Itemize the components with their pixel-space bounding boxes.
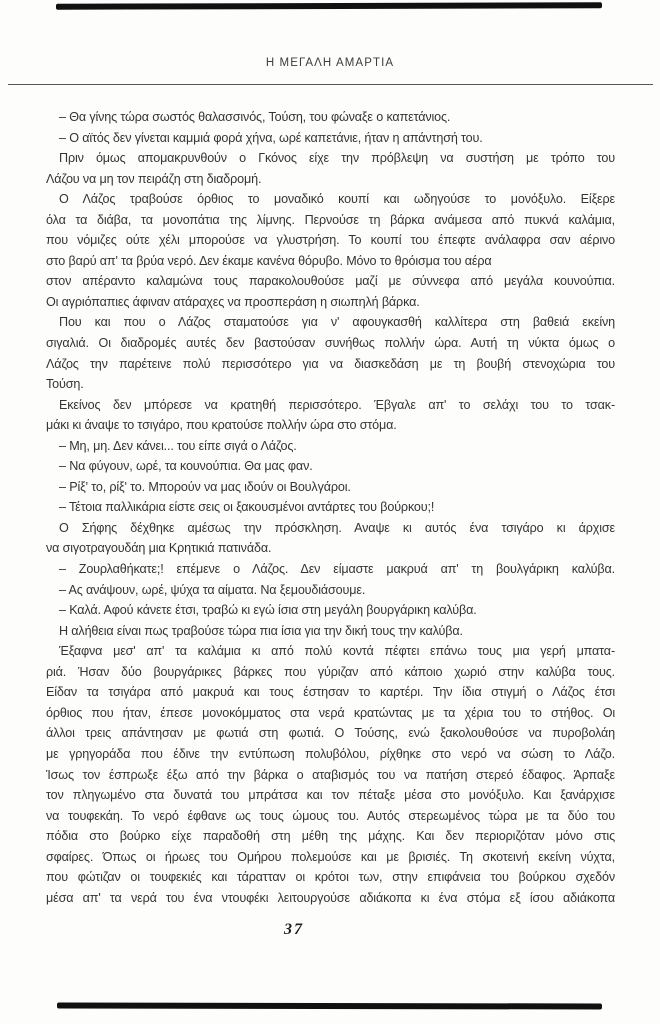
text-line: – Μη, μη. Δεν κάνει... του είπε σιγά ο Λάζος. bbox=[59, 438, 297, 453]
text-line: στον απέραντο καλαμώνα τους παρακολουθούσε μαζί με σύννεφα από μεγάλα κουνούπια. bbox=[46, 274, 615, 289]
text-line: Έξαφνα μεσ' απ' τα καλάμια κι από πολύ κοντά πέφτει επάνω τους μια γερή μπατα- bbox=[59, 644, 615, 659]
text-line: τον πληγωμένο στα δυνατά του μπράτσα και τον πέταξε μέσα στο μονόξυλο. Και ξανάρχισε bbox=[46, 788, 615, 803]
text-line: – Ζουρλαθήκατε;! επέμενε ο Λάζος. Δεν είμαστε μακρυά απ' τη βουλγάρικη καλύβα. bbox=[59, 562, 615, 577]
text-line: – Τέτοια παλλικάρια είστε σεις οι ξακουσμένοι αντάρτες του βούρκου;! bbox=[59, 500, 435, 515]
page-number: 37 bbox=[284, 921, 304, 938]
text-line: που φώτιζαν οι τουφεκιές και τάρατταν οι κρότοι των, στην επιφάνεια του βούρκου σχεδόν bbox=[46, 870, 615, 885]
text-line: Ο Λάζος τραβούσε όρθιος το μοναδικό κουπί και ωδηγούσε το μονόξυλο. Είξερε bbox=[59, 192, 615, 207]
text-line: στο βαρύ απ' τα βρύα νερό. Δεν έκαμε κανένα θόρυβο. Μόνο το θρόισμα του αέρα bbox=[46, 253, 492, 268]
text-line: Είδαν τα τσιγάρα από μακρυά και τους έστησαν το καρτέρι. Την ίδια στιγμή ο Λάζος έτσι bbox=[46, 685, 615, 700]
text-line: Πριν όμως απομακρυνθούν ο Γκόνος είχε την πρόβλεψη να συστήση με τρόπο του bbox=[59, 151, 615, 166]
text-line: – Θα γίνης τώρα σωστός θαλασσινός, Τούση, του φώναξε ο καπετάνιος. bbox=[59, 110, 451, 124]
text-line: σιγαλιά. Οι διαδρομές αυτές δεν βαστούσαν συνήθως πολλήν ώρα. Αυτή τη νύκτα όμως ο bbox=[46, 336, 615, 351]
text-line: άλλοι τρεις απάντησαν με φωτιά στη φωτιά. Ο Τούσης, ενώ ξακολουθούσε να πυροβολάη bbox=[46, 726, 615, 741]
text-line: να τουφεκάη. Το νερό έφθανε ως τους ώμους του. Αυτός στερεωμένος τώρα με τα δύο του bbox=[46, 808, 615, 823]
text-line: Ίσως τον έσπρωξε έξω από την βάρκα ο αταβισμός του να πατήση στερεό έδαφος. Άρπαξε bbox=[46, 767, 615, 782]
text-line: όλα τα διάβα, τα μονοπάτια της λίμνης. Περνούσε τη βάρκα ανάμεσα από πυκνά καλάμια, bbox=[46, 212, 615, 227]
text-line: μέσα απ' τα νερά του ένα ντουφέκι λειτουργούσε αδιάκοπα κι ένα στόμα εξ ίσου αδιάκοπα bbox=[46, 890, 615, 905]
text-line: Οι αγριόπαπιες άφιναν ατάραχες να προσπεράση η σιωπηλή βάρκα. bbox=[46, 294, 420, 309]
page-header-title: Η ΜΕΓΑΛΗ ΑΜΑΡΤΙΑ bbox=[265, 57, 395, 69]
text-line: με γρηγοράδα που έδινε την εντύπωση πολυβόλου, ρίχθηκε στο νερό να σώση το Λάζο. bbox=[46, 746, 615, 761]
text-line: που νόμιζες ούτε χέλι μπορούσε να γλυστρήση. Το κουπί του έπεφτε ανάλαφρα σαν αέρινο bbox=[46, 233, 615, 248]
text-line: – Ρίξ' το, ρίξ' το. Μπορούν να μας ιδούν οι Βουλγάροι. bbox=[59, 479, 351, 494]
text-line: Τούση. bbox=[46, 377, 84, 392]
text-line: σφαίρες. Όπως οι ήρωες του Ομήρου πολεμούσε και με βρισιές. Τη σκοτεινή εκείνη νύχτα, bbox=[46, 849, 615, 864]
text-line: Λάζου να μη τον πειράζη στη διαδρομή. bbox=[46, 171, 262, 186]
text-line: – Καλά. Αφού κάνετε έτσι, τραβώ κι εγώ ίσια στη μεγάλη βουργάρικη καλύβα. bbox=[59, 603, 477, 618]
text-line: να σιγοτραγουδάη μια Κρητικιά πατινάδα. bbox=[46, 541, 272, 556]
text-line: Η αλήθεια είναι πως τραβούσε τώρα πια ίσια για την δική τους την καλύβα. bbox=[59, 623, 463, 638]
text-line: πόδια στο βούρκο είχε παραδοθή στη μέθη της μάχης. Και δεν περιοριζόταν μόνο στις bbox=[46, 829, 615, 844]
text-line: όρθιος που ήταν, έπεσε μονοκόμματος στα νερά κρατώντας με τα χέρια του το στήθος. Οι bbox=[46, 705, 615, 720]
scan-edge-bar-bottom bbox=[57, 1003, 602, 1010]
text-line: ριά. Ήσαν δύο βουργάρικες βάρκες που γύριζαν από κάποιο χωριό στην καλύβα τους. bbox=[46, 664, 615, 679]
text-line: Που και που ο Λάζος σταματούσε για ν' αφουγκασθή καλλίτερα στη βαθειά εκείνη bbox=[59, 315, 615, 330]
text-line: – Να φύγουν, ωρέ, τα κουνούπια. Θα μας φαν. bbox=[59, 459, 313, 474]
text-line: Ο Σήφης δέχθηκε αμέσως την πρόσκληση. Αναψε κι αυτός ένα τσιγάρο κι άρχισε bbox=[59, 520, 615, 535]
text-line: – Ας ανάψουν, ωρέ, ψύχα τα αίματα. Να ξεμουδιάσουμε. bbox=[59, 582, 366, 597]
body-text bbox=[46, 107, 615, 908]
text-line: Εκείνος δεν μπόρεσε να κρατηθή περισσότερο. Έβγαλε απ' το σελάχι του το τσακ- bbox=[59, 397, 615, 412]
text-line: – Ο αϊτός δεν γίνεται καμμιά φορά χήνα, ωρέ καπετάνιε, ήταν η απάντησή του. bbox=[59, 130, 483, 145]
header-rule bbox=[8, 84, 653, 85]
text-line: μάκι κι άναψε το τσιγάρο, που κρατούσε πολλήν ώρα στο στόμα. bbox=[46, 418, 397, 433]
scan-edge-bar-top bbox=[56, 2, 602, 9]
text-line: Λάζος την παρέτεινε πολύ περισσότερο για να διασκεδάση με τη βουβή στενοχώρια του bbox=[46, 356, 615, 371]
